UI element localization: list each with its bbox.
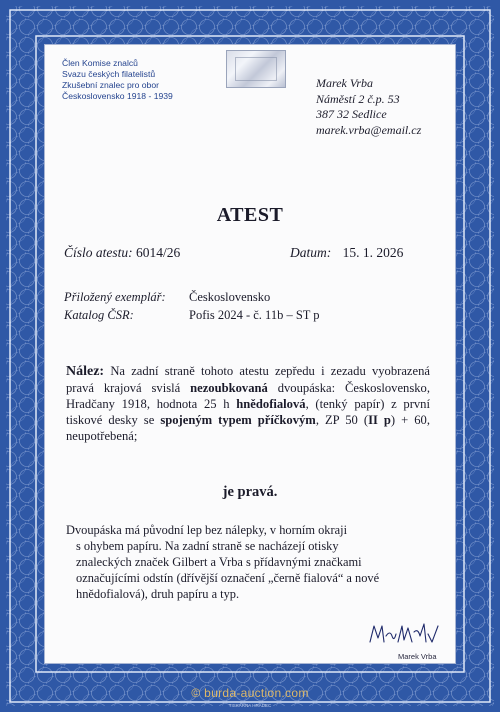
description-paragraph xyxy=(66,522,436,602)
description-line: znaleckých značek Gilbert a Vrba s přídavnými značkami xyxy=(76,555,362,569)
certificate-number-value: 6014/26 xyxy=(136,245,181,260)
printer-mark: TISKÁRNA HRADEC xyxy=(228,703,272,708)
description-line: hnědofialová), druh papíru a typ. xyxy=(76,587,240,601)
committee-line: Svazu českých filatelistů xyxy=(62,69,156,79)
catalogue-label: Katalog ČSR: xyxy=(64,308,134,322)
finding-emphasis: II p xyxy=(368,413,391,427)
description-line: s ohybem papíru. Na zadní straně se nacházejí otisky xyxy=(76,539,339,553)
attached-specimen xyxy=(64,290,271,305)
finding-text: , ZP 50 ( xyxy=(315,413,369,427)
finding-text: dvoupáska: Československo, Hradčany 1918, hodnota 25 h xyxy=(66,381,430,411)
committee-line: Zkušební znalec pro obor xyxy=(62,80,159,90)
address-city: 387 32 Sedlice xyxy=(316,107,387,121)
finding-emphasis: nezoubkovaná xyxy=(190,381,268,395)
page-title: ATEST xyxy=(216,204,284,226)
catalogue-value: Pofis 2024 - č. 11b – ST p xyxy=(189,308,320,322)
finding-paragraph xyxy=(66,363,430,444)
date-label: Datum: xyxy=(290,245,332,260)
finding-emphasis: spojeným typem příčkovým xyxy=(160,413,316,427)
address-email: marek.vrba@email.cz xyxy=(316,122,422,137)
certificate-number-label: Číslo atestu: xyxy=(64,245,133,260)
address-block xyxy=(316,76,456,138)
verdict: je pravá. xyxy=(222,484,278,500)
committee-block xyxy=(62,58,232,102)
committee-line: Československo 1918 - 1939 xyxy=(62,91,173,101)
address-street: Náměstí 2 č.p. 53 xyxy=(316,91,400,106)
specimen-label: Přiložený exemplář: xyxy=(64,290,166,304)
specimen-value: Československo xyxy=(189,290,271,304)
certificate-number xyxy=(64,245,180,261)
handwritten-signature xyxy=(368,622,440,646)
address-name: Marek Vrba xyxy=(316,76,373,90)
description-line: Dvoupáska má původní lep bez nálepky, v horním okraji xyxy=(66,523,348,537)
signer-name: Marek Vrba xyxy=(398,652,437,661)
watermark: © burda-auction.com xyxy=(191,686,309,700)
catalogue xyxy=(64,308,320,323)
finding-heading: Nález: xyxy=(66,364,105,379)
finding-text: ) + 60, neupotřebená; xyxy=(66,413,430,443)
finding-text: Na zadní straně tohoto atestu zepředu i zezadu vyobrazená pravá krajová svislá xyxy=(66,364,430,395)
finding-emphasis: hnědofialová xyxy=(236,397,306,411)
finding-text: , (tenký papír) z první tiskové desky se xyxy=(66,397,430,427)
certificate-date xyxy=(290,245,403,261)
description-line: označujícími odstín (dřívější označení „černě fialová“ a nové xyxy=(76,571,380,585)
committee-line: Člen Komise znalců xyxy=(62,58,138,68)
date-value: 15. 1. 2026 xyxy=(342,245,404,260)
hologram-sticker xyxy=(226,50,286,88)
